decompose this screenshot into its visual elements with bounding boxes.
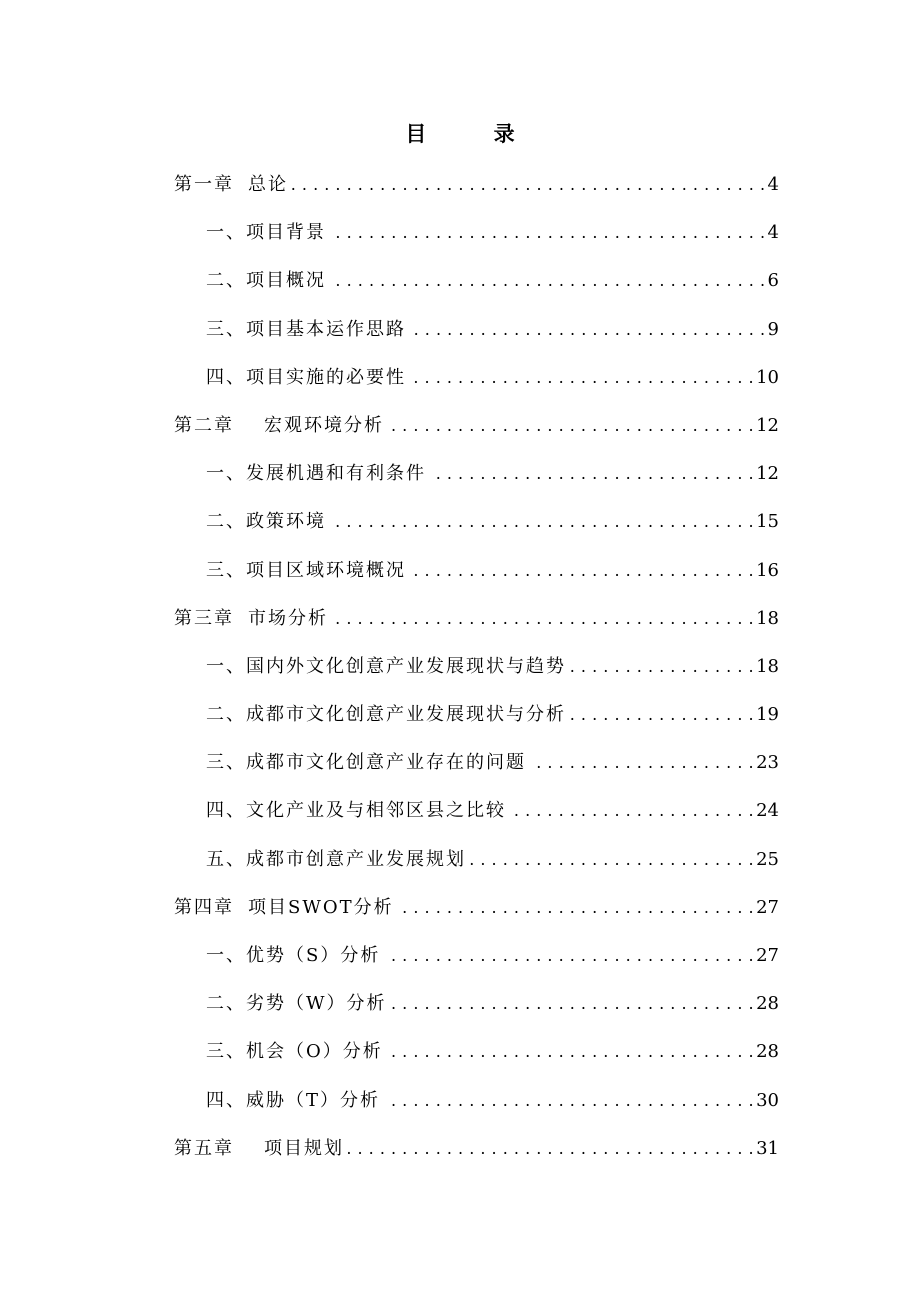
toc-entry-text — [206, 1086, 380, 1116]
toc-entry-title: 一、国内外文化创意产业发展现状与趋势 — [206, 655, 566, 677]
toc-entry-row — [206, 1037, 779, 1067]
toc-entry-text — [206, 989, 387, 1019]
toc-chapter-entry[interactable] — [0, 596, 920, 644]
toc-entry-title: 项目SWOT分析 — [248, 896, 394, 918]
toc-page-number: 19 — [756, 704, 779, 726]
toc-entry-title: 一、优势（S）分析 — [206, 945, 381, 966]
toc-section-entry[interactable] — [0, 258, 920, 306]
toc-page-number: 23 — [756, 752, 779, 774]
toc-entry-title: 二、政策环境 — [206, 511, 326, 533]
toc-entry-title: 三、项目基本运作思路 — [206, 318, 406, 340]
toc-entry-title: 一、发展机遇和有利条件 — [206, 463, 426, 485]
toc-entry-text — [206, 459, 426, 489]
toc-entry-text — [206, 700, 566, 730]
toc-page-number: 31 — [756, 1137, 779, 1159]
toc-dot-leader — [391, 989, 755, 1019]
toc-entry-row — [206, 796, 779, 826]
toc-entry-title: 二、劣势（W）分析 — [206, 993, 387, 1015]
toc-page-number: 4 — [767, 174, 779, 195]
toc-entry-row — [206, 748, 779, 778]
toc-entry-text — [206, 652, 566, 682]
toc-page-number: 27 — [756, 945, 779, 966]
toc-entry-title: 三、机会（O）分析 — [206, 1041, 383, 1063]
toc-chapter-entry[interactable] — [0, 162, 920, 210]
toc-section-entry[interactable] — [0, 788, 920, 836]
toc-entry-text — [206, 218, 326, 248]
toc-entry-row — [206, 845, 779, 875]
toc-entry-title: 市场分析 — [248, 607, 328, 629]
toc-dot-leader — [410, 363, 754, 393]
toc-dot-leader — [330, 266, 766, 296]
toc-entry-title: 一、项目背景 — [206, 222, 326, 244]
toc-chapter-label: 第二章 — [174, 414, 234, 436]
toc-entry-text — [206, 556, 406, 586]
toc-dot-leader — [332, 604, 754, 634]
toc-dot-leader — [387, 1037, 754, 1067]
toc-entry-title: 四、项目实施的必要性 — [206, 366, 406, 388]
toc-entry-text — [174, 604, 328, 634]
toc-entry-title: 四、文化产业及与相邻区县之比较 — [206, 800, 506, 822]
toc-entry-title: 二、成都市文化创意产业发展现状与分析 — [206, 704, 566, 726]
toc-section-entry[interactable] — [0, 1078, 920, 1126]
toc-page-number: 6 — [767, 270, 779, 292]
toc-entry-title: 宏观环境分析 — [264, 414, 384, 436]
toc-chapter-entry[interactable] — [0, 1126, 920, 1174]
toc-entry-row — [174, 411, 779, 441]
toc-dot-leader — [410, 315, 766, 345]
toc-section-entry[interactable] — [0, 499, 920, 547]
toc-entry-text — [206, 941, 380, 971]
toc-entry-row — [174, 604, 779, 634]
toc-entry-title: 二、项目概况 — [206, 270, 326, 292]
toc-page-number: 4 — [767, 222, 779, 244]
toc-dot-leader — [530, 748, 754, 778]
toc-entry-title: 四、威胁（T）分析 — [206, 1089, 381, 1111]
toc-page-number: 15 — [756, 511, 779, 533]
toc-section-entry[interactable] — [0, 210, 920, 258]
toc-page-number: 12 — [756, 414, 779, 436]
toc-section-entry[interactable] — [0, 451, 920, 499]
toc-entry-row — [206, 459, 779, 489]
toc-page-number: 12 — [756, 463, 779, 485]
toc-page-number: 18 — [756, 655, 779, 677]
toc-entry-text — [206, 266, 326, 296]
toc-entry-row — [206, 700, 779, 730]
toc-entry-row — [206, 941, 779, 971]
toc-entry-text — [206, 363, 406, 393]
toc-entry-text — [174, 1134, 344, 1164]
toc-entry-title: 五、成都市创意产业发展规划 — [206, 848, 466, 870]
toc-section-entry[interactable] — [0, 740, 920, 788]
toc-entry-text — [174, 893, 394, 923]
toc-page-number: 16 — [756, 559, 779, 581]
toc-entry-row — [206, 507, 779, 537]
toc-dot-leader — [292, 170, 766, 200]
toc-section-entry[interactable] — [0, 355, 920, 403]
toc-page-number: 24 — [756, 800, 779, 822]
toc-dot-leader — [330, 507, 754, 537]
toc-page-number: 28 — [756, 1041, 779, 1063]
toc-entry-row — [206, 363, 779, 393]
toc-section-entry[interactable] — [0, 692, 920, 740]
toc-section-entry[interactable] — [0, 548, 920, 596]
toc-chapter-label: 第一章 — [174, 174, 234, 195]
toc-entry-row — [206, 218, 779, 248]
toc-chapter-entry[interactable] — [0, 403, 920, 451]
toc-entry-title: 三、项目区域环境概况 — [206, 559, 406, 581]
toc-page-number: 18 — [756, 607, 779, 629]
toc-section-entry[interactable] — [0, 644, 920, 692]
toc-dot-leader — [384, 1086, 754, 1116]
toc-title: 目 录 — [405, 121, 545, 146]
toc-dot-leader — [388, 411, 754, 441]
toc-entry-text — [206, 315, 406, 345]
toc-section-entry[interactable] — [0, 981, 920, 1029]
toc-entry-text — [206, 748, 526, 778]
toc-chapter-label: 第三章 — [174, 607, 234, 629]
toc-chapter-label: 第四章 — [174, 896, 234, 918]
toc-dot-leader — [470, 845, 754, 875]
toc-entry-row — [206, 266, 779, 296]
toc-page-number: 10 — [756, 366, 779, 388]
toc-dot-leader — [570, 700, 754, 730]
toc-section-entry[interactable] — [0, 1029, 920, 1077]
toc-entry-text — [206, 1037, 383, 1067]
toc-entry-row — [206, 989, 779, 1019]
toc-page-number: 9 — [767, 318, 779, 340]
toc-dot-leader — [398, 893, 754, 923]
toc-entry-text — [206, 796, 506, 826]
toc-dot-leader — [410, 556, 754, 586]
toc-section-entry[interactable] — [0, 837, 920, 885]
toc-section-entry[interactable] — [0, 307, 920, 355]
toc-dot-leader — [330, 218, 766, 248]
toc-entry-row — [174, 170, 779, 200]
toc-entry-text — [206, 845, 466, 875]
toc-entry-row — [174, 893, 779, 923]
toc-dot-leader — [510, 796, 754, 826]
toc-page-number: 30 — [756, 1089, 779, 1111]
toc-dot-leader — [430, 459, 754, 489]
toc-list — [0, 162, 920, 1174]
toc-entry-title: 三、成都市文化创意产业存在的问题 — [206, 752, 526, 774]
toc-entry-text — [206, 507, 326, 537]
toc-entry-text — [174, 411, 384, 441]
toc-entry-row — [206, 315, 779, 345]
toc-chapter-entry[interactable] — [0, 885, 920, 933]
toc-entry-title: 项目规划 — [264, 1137, 344, 1159]
toc-page-number: 27 — [756, 896, 779, 918]
toc-entry-row — [174, 1134, 779, 1164]
toc-entry-title: 总论 — [248, 174, 288, 195]
toc-dot-leader — [570, 652, 754, 682]
toc-dot-leader — [348, 1134, 754, 1164]
toc-page-number: 28 — [756, 993, 779, 1015]
toc-entry-row — [206, 652, 779, 682]
toc-entry-text — [174, 170, 288, 200]
toc-chapter-label: 第五章 — [174, 1137, 234, 1159]
toc-entry-row — [206, 1086, 779, 1116]
toc-page-number: 25 — [756, 848, 779, 870]
toc-dot-leader — [384, 941, 754, 971]
toc-entry-row — [206, 556, 779, 586]
toc-section-entry[interactable] — [0, 933, 920, 981]
